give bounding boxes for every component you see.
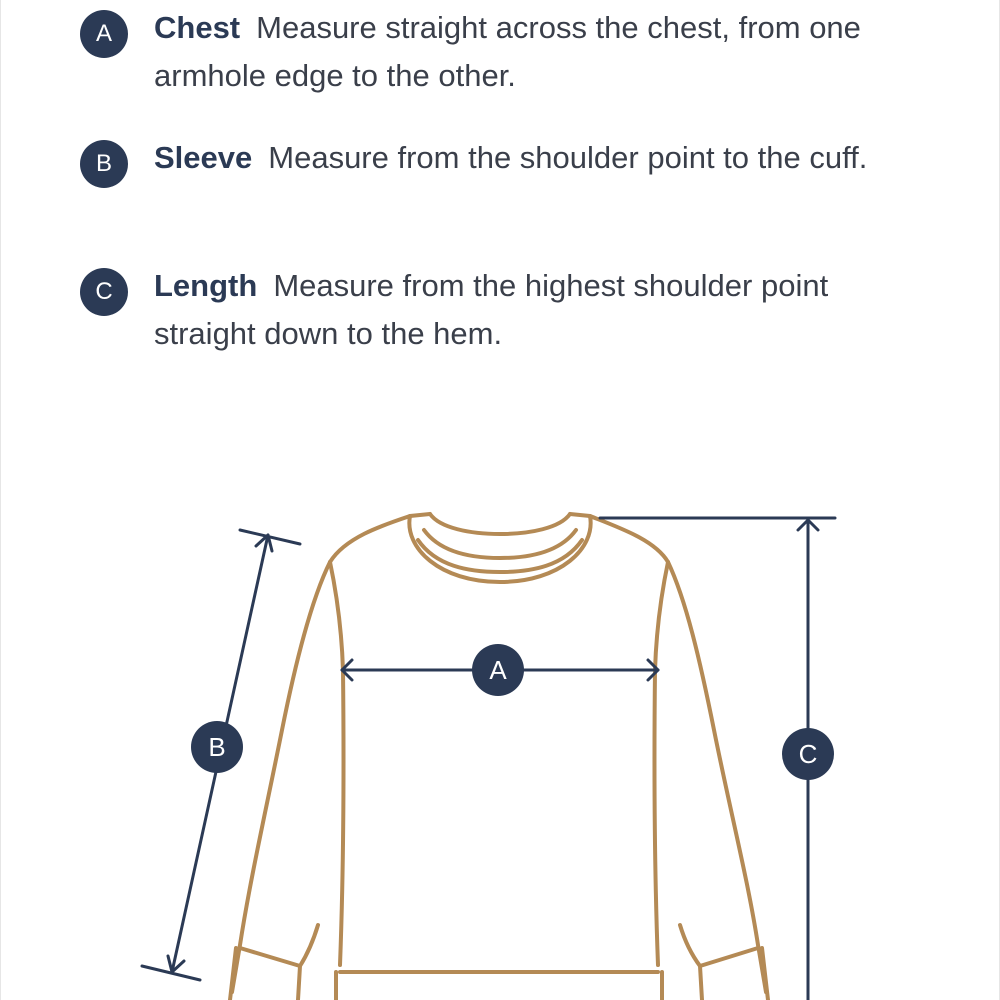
- sleeve-label: B: [208, 732, 226, 762]
- collar-inner: [430, 514, 570, 534]
- left-cuff-seam: [300, 925, 318, 966]
- left-cuff: [230, 948, 300, 1000]
- body-outline: [232, 514, 766, 992]
- label-chest: [472, 644, 524, 696]
- right-cuff: [700, 948, 768, 1000]
- sleeve-description: Measure from the shoulder point to the cuff.: [268, 140, 868, 175]
- sleeve-term: Sleeve: [154, 140, 253, 175]
- chest-label: A: [489, 655, 507, 685]
- chest-term: Chest: [154, 10, 241, 45]
- length-description: Measure from the highest shoulder point straight down to the hem.: [154, 268, 829, 351]
- measurement-lines: [142, 518, 835, 1000]
- sleeve-badge: B: [80, 140, 128, 188]
- chest-description: Measure straight across the chest, from one armhole edge to the other.: [154, 10, 861, 93]
- sweatshirt-outline: [230, 514, 768, 1000]
- right-armhole: [654, 562, 668, 965]
- length-label: C: [798, 739, 818, 769]
- label-sleeve: [191, 721, 243, 773]
- chest-badge: A: [80, 10, 128, 58]
- label-length: [782, 728, 834, 780]
- length-term: Length: [154, 268, 258, 303]
- length-badge: C: [80, 268, 128, 316]
- left-armhole: [330, 562, 344, 965]
- right-cuff-seam: [680, 925, 700, 966]
- hem-band: [336, 972, 662, 1000]
